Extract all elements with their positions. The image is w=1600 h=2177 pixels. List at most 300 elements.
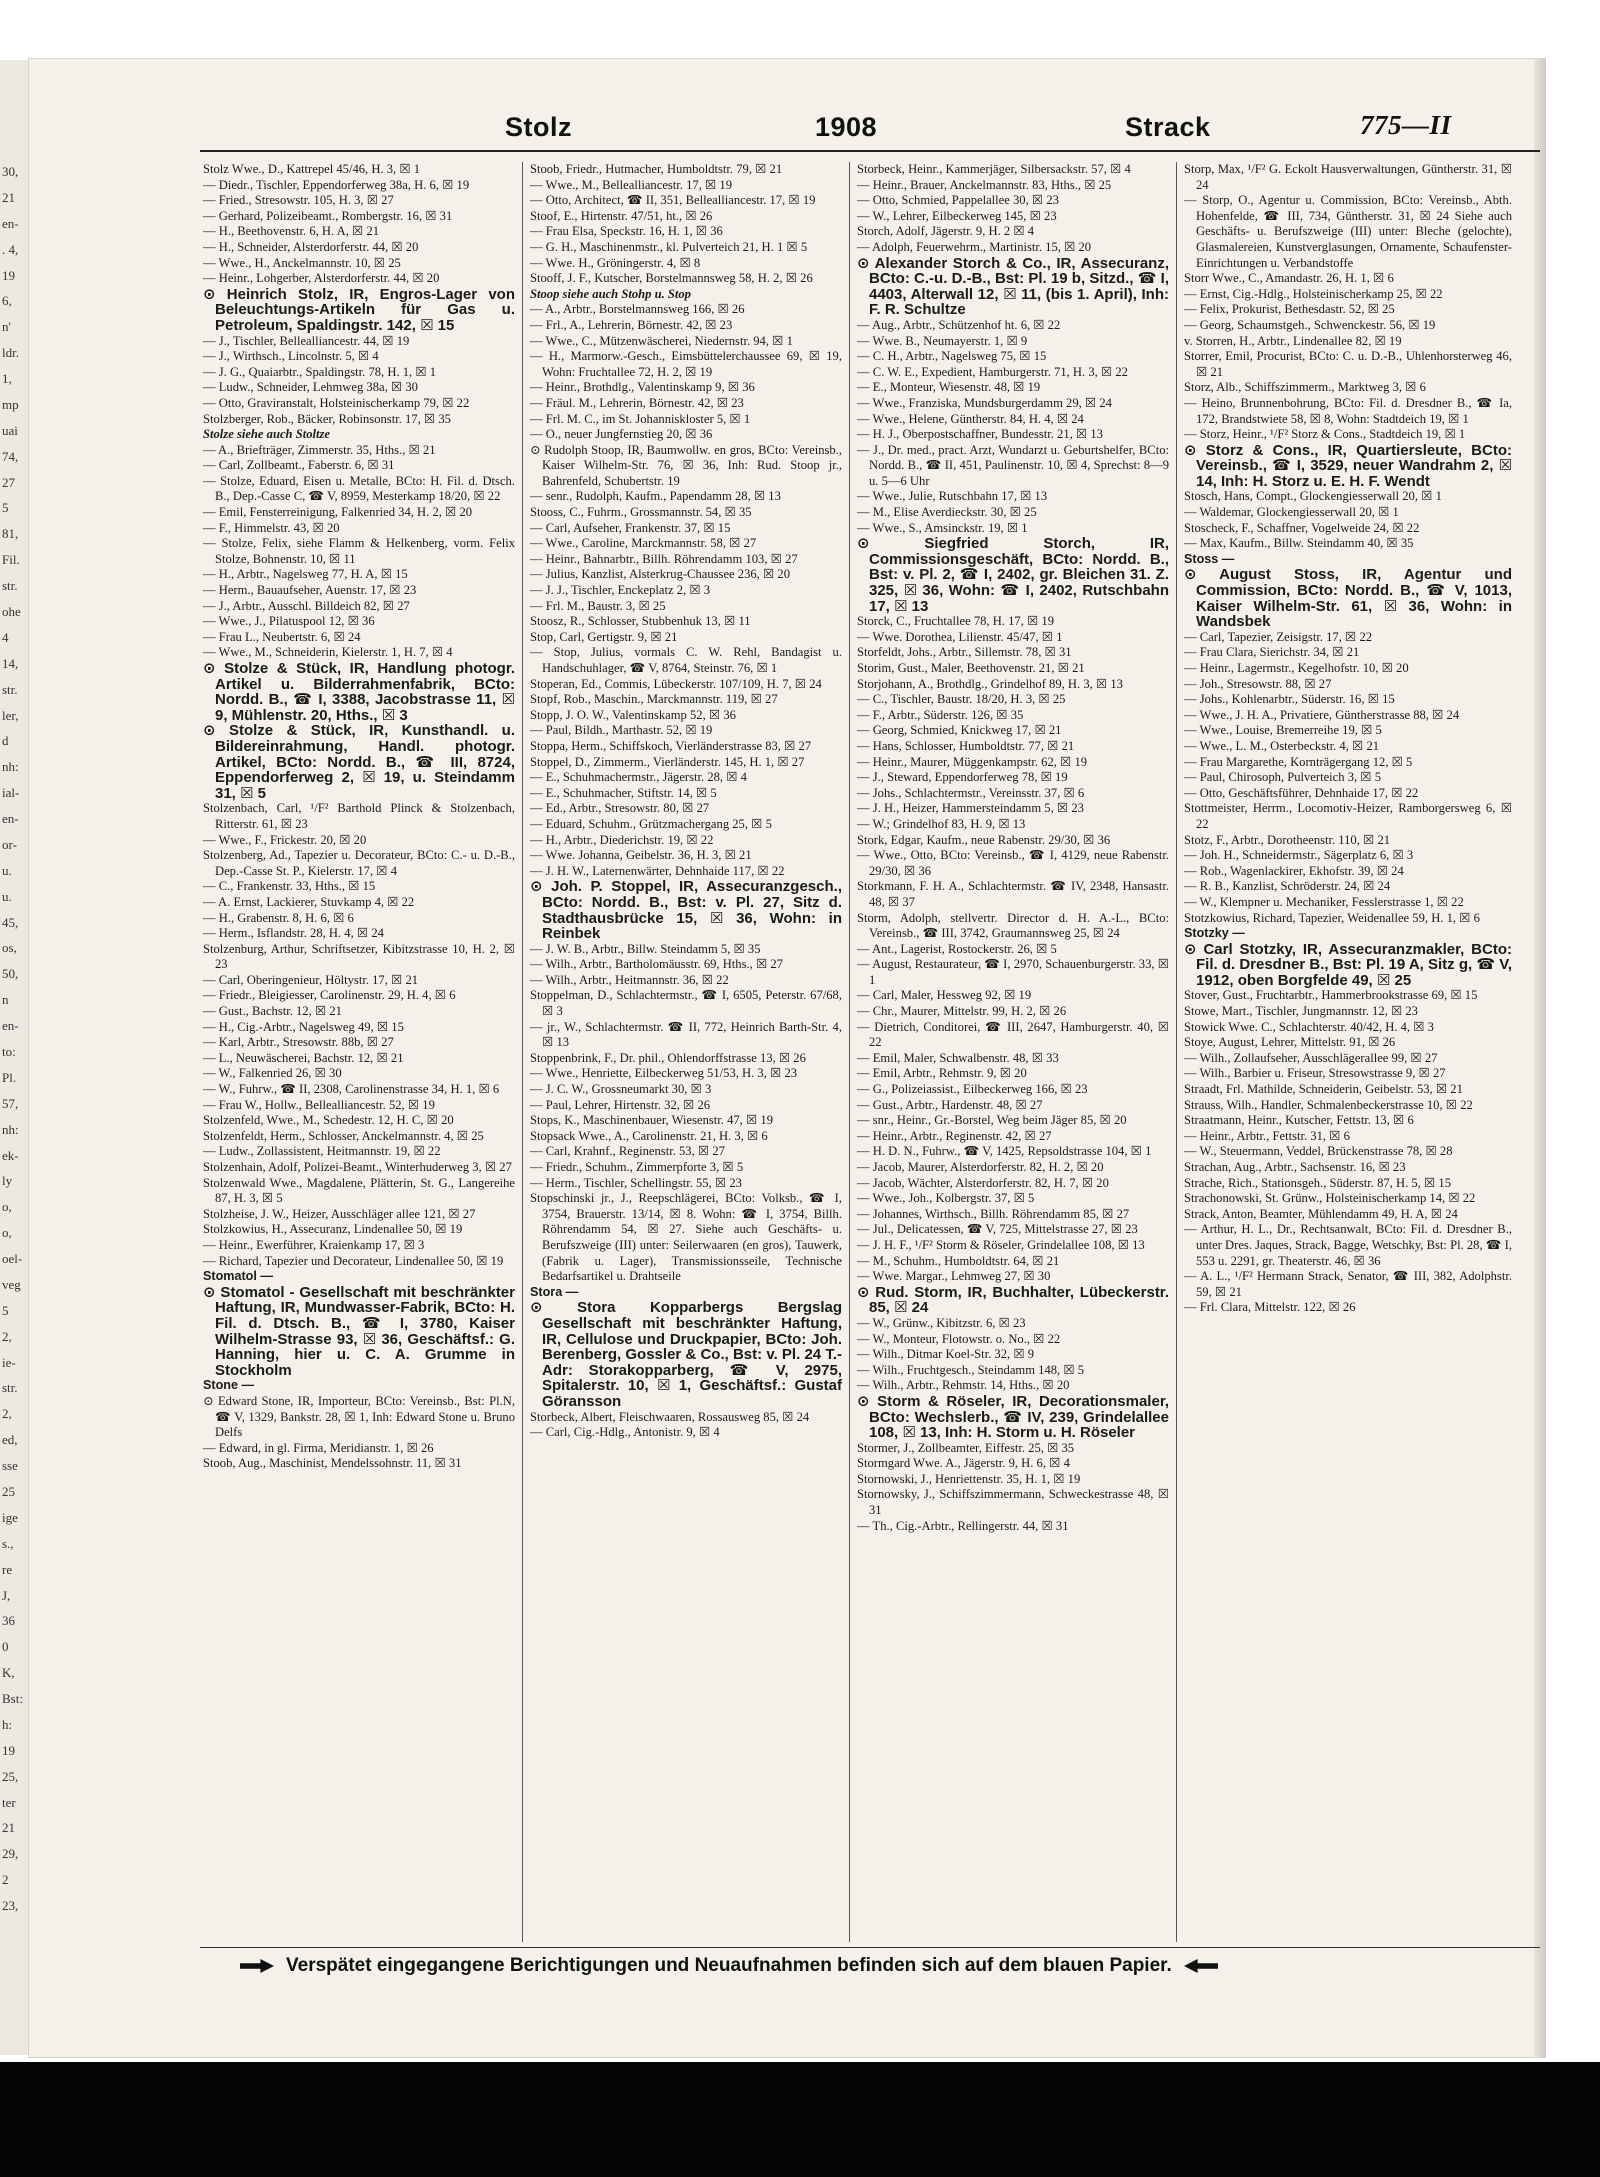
directory-entry: Stowick Wwe. C., Schlachterstr. 40/42, H. 4, ☒ 3 — [1184, 1019, 1434, 1034]
firm-listing: ⊙ Alexander Storch & Co., IR, Assecuranz, BCto: C.-u. D.-B., Bst: Pl. 19 b, Sitzd., ☎ I, 4403, Alterwall 12, ☒ 11, (bis 1. April), Inh: F. R. Schultze — [857, 254, 1169, 319]
directory-entry: — J., Wirthsch., Lincolnstr. 5, ☒ 4 — [203, 349, 379, 364]
directory-entry: — August, Restaurateur, ☎ I, 2970, Schauenburgerstr. 33, ☒ 1 — [857, 957, 1169, 987]
firm-listing: ⊙ Joh. P. Stoppel, IR, Assecuranzgesch., BCto: Nordd. B., Bst: v. Pl. 27, Sitz d. Stadthausbrücke 15, ☒ 36, Wohn: in Reinbek — [530, 878, 842, 943]
directory-entry: — Otto, Graviranstalt, Holsteinischerkamp 79, ☒ 22 — [203, 395, 470, 410]
column-divider — [849, 162, 850, 1942]
directory-entry: — Wwe. B., Neumayerstr. 1, ☒ 9 — [857, 333, 1028, 348]
directory-entry: — Wilh., Fruchtgesch., Steindamm 148, ☒ 5 — [857, 1362, 1085, 1377]
column-divider — [522, 162, 523, 1942]
directory-entry: Stoppelman, D., Schlachtermstr., ☎ I, 6505, Peterstr. 67/68, ☒ 3 — [530, 988, 842, 1019]
directory-entry: ⊙ Edward Stone, IR, Importeur, BCto: Vereinsb., Bst: Pl.N, ☎ V, 1329, Bankstr. 28, ☒ 1, Inh: Edward Stone u. Bruno Delfs — [203, 1393, 515, 1440]
previous-page-fragment: u. — [2, 862, 12, 878]
previous-page-fragment: Bst: — [2, 1691, 23, 1707]
directory-entry: — Gust., Arbtr., Hardenstr. 48, ☒ 27 — [857, 1097, 1043, 1112]
directory-entry: — Carl, Krahnf., Reginenstr. 53, ☒ 27 — [530, 1144, 725, 1159]
directory-entry: — Johs., Kohlenarbtr., Süderstr. 16, ☒ 15 — [1184, 692, 1395, 707]
previous-page-fragment: 57, — [2, 1095, 19, 1111]
firm-listing: ⊙ Rud. Storm, IR, Buchhalter, Lübeckerstr. 85, ☒ 24 — [857, 1283, 1169, 1317]
directory-entry: Stolzenfeld, Wwe., M., Schedestr. 12, H. C, ☒ 20 — [203, 1113, 454, 1128]
directory-entry: — Jacob, Wächter, Alsterdorferstr. 82, H. 7, ☒ 20 — [857, 1175, 1109, 1190]
directory-entry: — Heinr., Brothdlg., Valentinskamp 9, ☒ 36 — [530, 380, 755, 395]
previous-page-fragment: 27 — [2, 474, 15, 490]
previous-page-fragment: sse — [2, 1458, 18, 1474]
directory-entry: — A. Ernst, Lackierer, Stuvkamp 4, ☒ 22 — [203, 894, 415, 909]
directory-entry: — Georg, Schaumstgeh., Schwenckestr. 56, ☒ 19 — [1184, 317, 1436, 332]
directory-entry: Stormer, J., Zollbeamter, Eiffestr. 25, ☒ 35 — [857, 1440, 1075, 1455]
footer-rule — [200, 1947, 1540, 1948]
directory-entry: — G. H., Maschinenmstr., kl. Pulverteich 21, H. 1 ☒ 5 — [530, 239, 808, 254]
previous-page-fragment: 14, — [2, 655, 19, 671]
directory-entry: — Wwe., S., Amsinckstr. 19, ☒ 1 — [857, 520, 1028, 535]
directory-entry: — L., Neuwäscherei, Bachstr. 12, ☒ 21 — [203, 1050, 404, 1065]
directory-entry: Stopsack Wwe., A., Carolinenstr. 21, H. 3, ☒ 6 — [530, 1128, 768, 1143]
directory-entry: Stolzberger, Rob., Bäcker, Robinsonstr. 17, ☒ 35 — [203, 411, 451, 426]
directory-entry: — Stolze, Eduard, Eisen u. Metalle, BCto: H. Fil. d. Dtsch. B., Dep.-Casse C, ☎ V, 8959, Mesterkamp 18/20, ☒ 22 — [203, 473, 515, 504]
directory-entry: Storck, C., Fruchtallee 78, H. 17, ☒ 19 — [857, 614, 1055, 629]
directory-entry: — Ludw., Zollassistent, Heitmannstr. 19, ☒ 22 — [203, 1144, 441, 1159]
directory-entry: — Karl, Arbtr., Stresowstr. 88b, ☒ 27 — [203, 1035, 394, 1050]
directory-entry: Stoop siehe auch Stohp u. Stop — [530, 286, 691, 301]
directory-entry: — J., Arbtr., Ausschl. Billdeich 82, ☒ 27 — [203, 598, 410, 613]
directory-entry: Stooss, C., Fuhrm., Grossmannstr. 54, ☒ 35 — [530, 505, 752, 520]
directory-entry: — E., Schuhmachermstr., Jägerstr. 28, ☒ 4 — [530, 770, 747, 785]
directory-entry: — C. H., Arbtr., Nagelsweg 75, ☒ 15 — [857, 349, 1047, 364]
directory-entry: — Stolze, Felix, siehe Flamm & Helkenberg, vorm. Felix Stolze, Bohnenstr. 10, ☒ 11 — [203, 536, 515, 566]
directory-entry: — Jul., Delicatessen, ☎ V, 725, Mittelstrasse 27, ☒ 23 — [857, 1222, 1138, 1237]
previous-page-fragment: n — [2, 992, 9, 1008]
directory-entry: — Eduard, Schuhm., Grützmachergang 25, ☒ 5 — [530, 816, 772, 831]
directory-column-1 — [203, 162, 515, 1472]
firm-listing: ⊙ Storm & Röseler, IR, Decorationsmaler, BCto: Wechslerb., ☎ IV, 239, Grindelallee 108, ☒ 13, Inh: H. Storm u. H. Röseler — [857, 1392, 1169, 1442]
directory-entry: — J. H. W., Laternenwärter, Dehnhaide 117, ☒ 22 — [530, 863, 785, 878]
previous-page-fragment: nh: — [2, 1121, 19, 1137]
previous-page-fragment: 81, — [2, 526, 19, 542]
directory-entry: — J., Steward, Eppendorferweg 78, ☒ 19 — [857, 770, 1068, 785]
directory-entry: — Friedr., Schuhm., Zimmerpforte 3, ☒ 5 — [530, 1160, 744, 1174]
directory-entry: — Wilh., Barbier u. Friseur, Stresowstrasse 9, ☒ 27 — [1184, 1066, 1446, 1081]
previous-page-fragment: J, — [2, 1587, 11, 1603]
directory-entry: Stop, Carl, Gertigstr. 9, ☒ 21 — [530, 629, 678, 644]
directory-entry: — H., Arbtr., Diederichstr. 19, ☒ 22 — [530, 832, 714, 847]
directory-entry: Stosch, Hans, Compt., Glockengiesserwall 20, ☒ 1 — [1184, 489, 1442, 504]
directory-entry: — J. G., Quaiarbtr., Spaldingstr. 78, H. 1, ☒ 1 — [203, 364, 437, 379]
previous-page-fragment: uai — [2, 422, 18, 438]
directory-entry: — Emil, Maler, Schwalbenstr. 48, ☒ 33 — [857, 1050, 1059, 1065]
directory-entry: Stolzenwald Wwe., Magdalene, Plätterin, St. G., Langereihe 87, H. 3, ☒ 5 — [203, 1175, 515, 1206]
directory-entry: — Wwe. Margar., Lehmweg 27, ☒ 30 — [857, 1269, 1051, 1284]
directory-entry: — W., Monteur, Flotowstr. o. No., ☒ 22 — [857, 1331, 1061, 1346]
directory-entry: — Ed., Arbtr., Stresowstr. 80, ☒ 27 — [530, 801, 710, 816]
previous-page-fragment: en- — [2, 215, 19, 231]
directory-entry: Stopp, J. O. W., Valentinskamp 52, ☒ 36 — [530, 707, 736, 722]
directory-entry: — W., Klempner u. Mechaniker, Fesslerstrasse 1, ☒ 22 — [1184, 894, 1464, 909]
directory-entry: — Frau W., Hollw., Bellealliancestr. 52, ☒ 19 — [203, 1097, 435, 1112]
directory-entry: — H., Cig.-Arbtr., Nagelsweg 49, ☒ 15 — [203, 1019, 404, 1034]
directory-entry: — Heinr., Lohgerber, Alsterdorferstr. 44, ☒ 20 — [203, 271, 440, 286]
directory-entry: — H., Schneider, Alsterdorferstr. 44, ☒ 20 — [203, 239, 419, 254]
directory-entry: — Wwe., C., Mützenwäscherei, Niedernstr. 94, ☒ 1 — [530, 333, 793, 348]
header-rule — [200, 150, 1540, 152]
directory-entry: Stolz Wwe., D., Kattrepel 45/46, H. 3, ☒ 1 — [203, 162, 421, 176]
directory-entry: — J. C. W., Grossneumarkt 30, ☒ 3 — [530, 1082, 712, 1097]
previous-page-fragment: ldr. — [2, 345, 19, 361]
previous-page-fragment: ter — [2, 1794, 16, 1810]
directory-entry: — Frl. Clara, Mittelstr. 122, ☒ 26 — [1184, 1300, 1356, 1315]
previous-page-fragment: en- — [2, 811, 19, 827]
directory-entry: — J. H. F., ¹/F² Storm & Röseler, Grindelallee 108, ☒ 13 — [857, 1237, 1145, 1252]
directory-entry: Storbeck, Albert, Fleischwaaren, Rossausweg 85, ☒ 24 — [530, 1409, 810, 1424]
directory-entry: — Julius, Kanzlist, Alsterkrug-Chaussee 236, ☒ 20 — [530, 567, 790, 582]
directory-entry: Stornowsky, J., Schiffszimmermann, Schweckestrasse 48, ☒ 31 — [857, 1487, 1169, 1518]
directory-entry: — Wwe., Otto, BCto: Vereinsb., ☎ I, 4129, neue Rabenstr. 29/30, ☒ 36 — [857, 848, 1169, 878]
directory-entry: — W., Fuhrw., ☎ II, 2308, Carolinenstrasse 34, H. 1, ☒ 6 — [203, 1082, 500, 1097]
directory-entry: Stolzkowius, H., Assecuranz, Lindenallee 50, ☒ 19 — [203, 1222, 463, 1237]
column-divider — [1176, 162, 1177, 1942]
directory-entry: — Heinr., Ewerführer, Kraienkamp 17, ☒ 3 — [203, 1237, 425, 1252]
previous-page-fragment: u. — [2, 888, 12, 904]
directory-entry: Storkmann, F. H. A., Schlachtermstr. ☎ IV, 2348, Hansastr. 48, ☒ 37 — [857, 879, 1169, 909]
previous-page-fragment: Fil. — [2, 552, 20, 568]
directory-entry: — Wwe., H., Anckelmannstr. 10, ☒ 25 — [203, 255, 401, 270]
directory-entry: Storim, Gust., Maler, Beethovenstr. 21, ☒ 21 — [857, 661, 1085, 675]
directory-entry: — J., Dr. med., pract. Arzt, Wundarzt u. Geburtshelfer, BCto: Nordd. B., ☎ II, 451, Paulinenstr. 10, ☒ 4, Sprechst: 8—9 u. 5—6 Uhr — [857, 442, 1169, 488]
directory-column-2 — [530, 162, 842, 1441]
firm-listing: ⊙ Stora Kopparbergs Bergslag Gesellschaft mit beschränkter Haftung, IR, Cellulose und Druckpapier, BCto: Joh. Berenberg, Gossler & Co., Bst: v. Pl. 24 T.-Adr: Storakopparberg, ☎ V, 2975, Spitalerstr. 10, ☒ 1, Geschäftsf.: Gustaf Göransson — [530, 1299, 842, 1410]
directory-entry: — Storp, O., Agentur u. Commission, BCto: Vereinsb., Abth. Hohenfelde, ☎ III, 734, Güntherstr. 31, ☒ 24 Siehe auch Geschäfts- u. Berufszweige (III) unter: Bleche (gelochte), Glasmalereien, Kunstverglasungen, Ornamente, Schaufenster-Einrichtungen u. Verbandstoffe — [1184, 193, 1512, 270]
directory-entry: — Fried., Stresowstr. 105, H. 3, ☒ 27 — [203, 193, 394, 208]
directory-entry: — Heino, Brunnenbohrung, BCto: Fil. d. Dresdner B., ☎ Ia, 172, Brandstwiete 58, ☒ 8, Wohn: Stadtdeich 19, ☒ 1 — [1184, 395, 1512, 426]
directory-entry: Stoosz, R., Schlosser, Stubbenhuk 13, ☒ 11 — [530, 614, 751, 629]
directory-entry: — Wwe., Caroline, Marckmannstr. 58, ☒ 27 — [530, 536, 757, 551]
directory-entry: — Friedr., Bleigiesser, Carolinenstr. 29, H. 4, ☒ 6 — [203, 988, 456, 1003]
directory-entry: Stops, K., Maschinenbauer, Wiesenstr. 47, ☒ 19 — [530, 1113, 774, 1128]
previous-page-fragment: 2, — [2, 1406, 12, 1422]
previous-page-fragment: 29, — [2, 1846, 19, 1862]
directory-entry: Stolzenberg, Ad., Tapezier u. Decorateur, BCto: C.- u. D.-B., Dep.-Casse St. P., Kielerstr. 17, ☒ 4 — [203, 848, 515, 878]
directory-column-4 — [1184, 162, 1512, 1316]
firm-listing: ⊙ Storz & Cons., IR, Quartiersleute, BCto: Vereinsb., ☎ I, 3529, neuer Wandrahm 2, ☒ 14, Inh: H. Storz u. E. H. F. Wendt — [1184, 441, 1512, 490]
previous-page-fragment: ial- — [2, 785, 20, 801]
directory-entry: Storm, Adolph, stellvertr. Director d. H. A.-L., BCto: Vereinsb., ☎ III, 3742, Graumannsweg 25, ☒ 24 — [857, 910, 1169, 941]
directory-entry: — Wwe., L. M., Osterbeckstr. 4, ☒ 21 — [1184, 738, 1380, 753]
previous-page-fragment: o, — [2, 1225, 12, 1241]
previous-page-fragment: en- — [2, 1018, 19, 1034]
previous-page-fragment: 21 — [2, 189, 15, 205]
previous-page-fragment: s., — [2, 1535, 14, 1551]
header-year: 1908 — [815, 112, 878, 142]
directory-entry: Storfeldt, Johs., Arbtr., Sillemstr. 78, ☒ 31 — [857, 645, 1072, 660]
directory-entry: — Wwe., Louise, Bremerreihe 19, ☒ 5 — [1184, 723, 1382, 738]
directory-entry: Straadt, Frl. Mathilde, Schneiderin, Geibelstr. 53, ☒ 21 — [1184, 1082, 1463, 1097]
pointing-hand-icon — [240, 1959, 274, 1973]
directory-entry: Stotz, F., Arbtr., Dorotheenstr. 110, ☒ 21 — [1184, 832, 1391, 847]
directory-entry: — Felix, Prokurist, Bethesdastr. 52, ☒ 25 — [1184, 302, 1395, 317]
previous-page-fragment: 4 — [2, 629, 9, 645]
directory-entry: — Frau Clara, Sierichstr. 34, ☒ 21 — [1184, 645, 1360, 660]
directory-entry: Stoob, Friedr., Hutmacher, Humboldtstr. 79, ☒ 21 — [530, 162, 783, 176]
directory-entry: Stopschinski jr., J., Reepschlägerei, BCto: Volksb., ☎ I, 3754, Brauerstr. 13/14, ☒ 8. Wohn: ☎ I, 3754, Billh. Röhrendamm 54, ☒ 27. Siehe auch Geschäfts- u. Berufszweige (III) unter: Seilerwaaren (en gros), Tauwerk, (Fabrik u. Lager), Transmissionsseile, Technische Bedarfsartikel u. Drahtseile — [530, 1191, 842, 1284]
directory-entry: — G., Polizeiassist., Eilbeckerweg 166, ☒ 23 — [857, 1082, 1088, 1097]
previous-page-fragment: oel- — [2, 1251, 23, 1267]
directory-entry: — Aug., Arbtr., Schützenhof ht. 6, ☒ 22 — [857, 317, 1061, 332]
directory-entry: — Ant., Lagerist, Rostockerstr. 26, ☒ 5 — [857, 941, 1057, 956]
directory-entry: Strachonowski, St. Grünw., Holsteinischerkamp 14, ☒ 22 — [1184, 1191, 1476, 1206]
previous-page-fragment: 5 — [2, 1302, 9, 1318]
previous-page-fragment: 23, — [2, 1898, 19, 1914]
directory-entry: — Carl, Oberingenieur, Höltystr. 17, ☒ 21 — [203, 972, 419, 987]
directory-entry: — Waldemar, Glockengiesserwall 20, ☒ 1 — [1184, 505, 1399, 520]
previous-page-fragment: 2 — [2, 1872, 9, 1888]
previous-page-fragment: d — [2, 733, 9, 749]
section-heading: Stotzky — — [1184, 926, 1245, 941]
directory-entry: Stolzenbach, Carl, ¹/F² Barthold Plinck & Stolzenbach, Ritterstr. 61, ☒ 23 — [203, 801, 515, 831]
directory-entry: Storrer, Emil, Procurist, BCto: C. u. D.-B., Uhlenhorsterweg 46, ☒ 21 — [1184, 349, 1512, 379]
directory-entry: — Wwe., J. H. A., Privatiere, Güntherstrasse 88, ☒ 24 — [1184, 707, 1460, 722]
directory-entry: Stooff, J. F., Kutscher, Borstelmannsweg 58, H. 2, ☒ 26 — [530, 271, 813, 286]
firm-listing: ⊙ Heinrich Stolz, IR, Engros-Lager von Beleuchtungs-Artikeln für Gas u. Petroleum, Spaldingstr. 142, ☒ 15 — [203, 285, 515, 334]
directory-entry: — Frau L., Neubertstr. 6, ☒ 24 — [203, 629, 361, 644]
directory-entry: — Otto, Architect, ☎ II, 351, Bellealliancestr. 17, ☒ 19 — [530, 193, 816, 208]
previous-page-fragment: ly — [2, 1173, 13, 1189]
previous-page-fragment: or- — [2, 836, 17, 852]
directory-entry: — Carl, Tapezier, Zeisigstr. 17, ☒ 22 — [1184, 629, 1373, 644]
directory-entry: Stolze siehe auch Stoltze — [203, 427, 331, 442]
directory-entry: — Carl, Zollbeamt., Faberstr. 6, ☒ 31 — [203, 458, 395, 473]
directory-entry: — Arthur, H. L., Dr., Rechtsanwalt, BCto: Fil. d. Dresdner B., unter Dres. Jaques, Strack, Bagge, Wetschky, Bst: Pl. 28, ☎ I, 553 u. 2291, gr. Theaterstr. 46, ☒ 36 — [1184, 1222, 1512, 1268]
previous-page-fragment: veg — [2, 1276, 21, 1292]
directory-entry: Stoppa, Herm., Schiffskoch, Vierländerstrasse 83, ☒ 27 — [530, 738, 812, 753]
directory-entry: — Max, Kaufm., Billw. Steindamm 40, ☒ 35 — [1184, 536, 1414, 551]
previous-page-fragment: ige — [2, 1509, 18, 1525]
previous-page-fragment: 0 — [2, 1639, 9, 1655]
directory-entry: — J. H., Heizer, Hammersteindamm 5, ☒ 23 — [857, 801, 1084, 816]
page-header — [200, 112, 1540, 152]
directory-entry: Storch, Adolf, Jägerstr. 9, H. 2 ☒ 4 — [857, 224, 1035, 239]
directory-entry: — Adolph, Feuerwehrm., Martinistr. 15, ☒ 20 — [857, 239, 1092, 254]
directory-entry: — Wwe., M., Schneiderin, Kielerstr. 1, H. 7, ☒ 4 — [203, 645, 453, 660]
previous-page-fragment: 6, — [2, 293, 12, 309]
directory-entry: — Wilh., Ditmar Koel-Str. 32, ☒ 9 — [857, 1347, 1035, 1362]
directory-entry: — W., Falkenried 26, ☒ 30 — [203, 1066, 342, 1081]
directory-entry: — Chr., Maurer, Mittelstr. 99, H. 2, ☒ 26 — [857, 1004, 1067, 1019]
section-heading: Stoss — — [1184, 551, 1235, 566]
directory-entry: — Joh. H., Schneidermstr., Sägerplatz 6, ☒ 3 — [1184, 848, 1414, 863]
directory-entry: — C., Frankenstr. 33, Hths., ☒ 15 — [203, 879, 376, 894]
directory-entry: — Wwe., Henriette, Eilbeckerweg 51/53, H. 3, ☒ 23 — [530, 1066, 798, 1081]
directory-entry: — Johs., Schlachtermstr., Vereinsstr. 37, ☒ 6 — [857, 785, 1085, 800]
directory-entry: — Frl. M., Baustr. 3, ☒ 25 — [530, 598, 666, 613]
directory-entry: — Hans, Schlosser, Humboldtstr. 77, ☒ 21 — [857, 738, 1075, 753]
directory-entry: — Wwe., Franziska, Mundsburgerdamm 29, ☒ 24 — [857, 395, 1112, 410]
directory-entry: — Herm., Tischler, Schellingstr. 55, ☒ 23 — [530, 1175, 742, 1190]
previous-page-fragment: ed, — [2, 1432, 18, 1448]
directory-entry: Stoob, Aug., Maschinist, Mendelssohnstr. 11, ☒ 31 — [203, 1456, 462, 1471]
directory-entry: — Wilh., Zollaufseher, Ausschlägerallee 99, ☒ 27 — [1184, 1050, 1438, 1065]
directory-entry: — Wwe., M., Bellealliancestr. 17, ☒ 19 — [530, 177, 733, 192]
directory-entry: — Wilh., Arbtr., Bartholomäusstr. 69, Hths., ☒ 27 — [530, 957, 783, 972]
directory-entry: — Wwe., Julie, Rutschbahn 17, ☒ 13 — [857, 489, 1048, 504]
header-right-name: Strack — [1125, 112, 1211, 142]
directory-entry: — Storz, Heinr., ¹/F² Storz & Cons., Stadtdeich 19, ☒ 1 — [1184, 427, 1466, 442]
section-heading: Stomatol — — [203, 1269, 273, 1284]
directory-entry: — Th., Cig.-Arbtr., Rellingerstr. 44, ☒ 31 — [857, 1518, 1069, 1533]
scan-bottom-border — [0, 2062, 1600, 2177]
directory-entry: — Dietrich, Conditorei, ☎ III, 2647, Hamburgerstr. 40, ☒ 22 — [857, 1019, 1169, 1050]
previous-page-fragment: Pl. — [2, 1069, 17, 1085]
directory-entry: — Herm., Isflandstr. 28, H. 4, ☒ 24 — [203, 926, 384, 941]
previous-page-fragment: to: — [2, 1044, 16, 1059]
directory-entry: — Wwe., J., Pilatuspool 12, ☒ 36 — [203, 614, 375, 629]
directory-entry: — Wwe., F., Frickestr. 20, ☒ 20 — [203, 832, 367, 847]
directory-entry: — Gerhard, Polizeibeamt., Rombergstr. 16, ☒ 31 — [203, 208, 453, 223]
directory-entry: — Heinr., Bahnarbtr., Billh. Röhrendamm 103, ☒ 27 — [530, 551, 798, 566]
directory-entry: ⊙ Rudolph Stoop, IR, Baumwollw. en gros, BCto: Vereinsb., Kaiser Wilhelm-Str. 76, ☒ 36, Inh: Rud. Stoop jr., Bahrenfeld, Schubertstr. 19 — [530, 442, 842, 488]
page-number: 775—II — [1360, 110, 1452, 140]
previous-page-fragment: 2, — [2, 1328, 12, 1344]
directory-entry: — Heinr., Lagermstr., Kegelhofstr. 10, ☒ 20 — [1184, 661, 1409, 675]
directory-entry: — F., Himmelstr. 43, ☒ 20 — [203, 520, 340, 535]
previous-page-fragment: str. — [2, 681, 18, 697]
directory-entry: — Herm., Bauaufseher, Auenstr. 17, ☒ 23 — [203, 583, 417, 598]
directory-entry: — Stop, Julius, vormals C. W. Rehl, Bandagist u. Handschuhlager, ☎ V, 8764, Steinstr. 76, ☒ 1 — [530, 645, 842, 675]
previous-page-fragment: 19 — [2, 1742, 15, 1758]
section-heading: Stora — — [530, 1284, 579, 1299]
directory-entry: — Emil, Arbtr., Rehmstr. 9, ☒ 20 — [857, 1066, 1027, 1081]
directory-entry: — Paul, Chirosoph, Pulverteich 3, ☒ 5 — [1184, 770, 1382, 785]
directory-entry: Stoscheck, F., Schaffner, Vogelweide 24, ☒ 22 — [1184, 520, 1420, 535]
directory-entry: — E., Schuhmacher, Stiftstr. 14, ☒ 5 — [530, 785, 717, 800]
directory-entry: Stoppel, D., Zimmerm., Vierländerstr. 145, H. 1, ☒ 27 — [530, 754, 805, 769]
directory-entry: — Wwe., Helene, Güntherstr. 84, H. 4, ☒ 24 — [857, 411, 1084, 426]
firm-listing: ⊙ Stolze & Stück, IR, Kunsthandl. u. Bildereinrahmung, Handl. photogr. Artikel, BCto: Nordd. B., ☎ III, 8724, Eppendorferweg 2, ☒ 19, u. Steindamm 31, ☒ 5 — [203, 722, 515, 802]
directory-entry: Stoperan, Ed., Commis, Lübeckerstr. 107/109, H. 7, ☒ 24 — [530, 676, 822, 691]
directory-entry: — Otto, Schmied, Pappelallee 30, ☒ 23 — [857, 193, 1059, 208]
firm-listing: ⊙ Stomatol - Gesellschaft mit beschränkter Haftung, IR, Mundwasser-Fabrik, BCto: H. Fil. d. Dtsch. B., ☎ I, 3780, Kaiser Wilhelm-Strasse 93, ☒ 36, Geschäftsf.: G. Hanning, hier u. C. A. Grumme in Stockholm — [203, 1283, 515, 1379]
directory-entry: — Richard, Tapezier und Decorateur, Lindenallee 50, ☒ 19 — [203, 1253, 504, 1268]
directory-entry: — O., neuer Jungfernstieg 20, ☒ 36 — [530, 427, 713, 442]
previous-page-fragment: 45, — [2, 914, 19, 930]
firm-listing: ⊙ Siegfried Storch, IR, Commissionsgeschäft, BCto: Nordd. B., Bst: v. Pl. 2, ☎ I, 2402, gr. Bleichen 31. Z. 325, ☒ 36, Wohn: ☎ I, 2402, Rutschbahn 17, ☒ 13 — [857, 535, 1169, 615]
directory-entry: Stolzenfeldt, Herm., Schlosser, Anckelmannstr. 4, ☒ 25 — [203, 1128, 484, 1143]
directory-entry: Stopf, Rob., Maschin., Marckmannstr. 119, ☒ 27 — [530, 692, 778, 707]
directory-entry: — M., Elise Averdieckstr. 30, ☒ 25 — [857, 505, 1037, 520]
firm-listing: ⊙ August Stoss, IR, Agentur und Commission, BCto: Nordd. B., ☎ V, 1013, Kaiser Wilhelm-Str. 61, ☒ 36, Wohn: in Wandsbek — [1184, 566, 1512, 631]
directory-entry: — Paul, Bildh., Marthastr. 52, ☒ 19 — [530, 723, 713, 738]
directory-entry: — H., Grabenstr. 8, H. 6, ☒ 6 — [203, 910, 354, 925]
directory-entry: — Edward, in gl. Firma, Meridianstr. 1, ☒ 26 — [203, 1440, 434, 1455]
directory-entry: Stornowski, J., Henriettenstr. 35, H. 1, ☒ 19 — [857, 1471, 1081, 1486]
directory-entry: — J. J., Tischler, Enckeplatz 2, ☒ 3 — [530, 583, 711, 598]
directory-entry: — W., Lehrer, Eilbeckerweg 145, ☒ 23 — [857, 208, 1057, 223]
header-left-name: Stolz — [505, 112, 572, 142]
directory-entry: Stottmeister, Herrm., Locomotiv-Heizer, Ramborgersweg 6, ☒ 22 — [1184, 801, 1512, 831]
directory-entry: — Wilh., Arbtr., Rehmstr. 14, Hths., ☒ 20 — [857, 1378, 1070, 1393]
directory-entry: — Wwe. H., Gröningerstr. 4, ☒ 8 — [530, 255, 701, 270]
directory-entry: — W., Steuermann, Veddel, Brückenstrasse 78, ☒ 28 — [1184, 1144, 1453, 1159]
directory-entry: — H., Arbtr., Nagelsweg 77, H. A, ☒ 15 — [203, 567, 408, 582]
previous-page-fragment: ek- — [2, 1147, 19, 1163]
directory-entry: Stolzheise, J. W., Heizer, Ausschläger allee 121, ☒ 27 — [203, 1206, 476, 1221]
directory-entry: Storr Wwe., C., Amandastr. 26, H. 1, ☒ 6 — [1184, 271, 1394, 286]
directory-entry: Stork, Edgar, Kaufm., neue Rabenstr. 29/30, ☒ 36 — [857, 832, 1111, 847]
directory-entry: Storbeck, Heinr., Kammerjäger, Silbersackstr. 57, ☒ 4 — [857, 162, 1131, 176]
previous-page-fragment: str. — [2, 1380, 18, 1396]
directory-entry: Strachan, Aug., Arbtr., Sachsenstr. 16, ☒ 23 — [1184, 1160, 1406, 1174]
directory-entry: — H., Marmorw.-Gesch., Eimsbüttelerchaussee 69, ☒ 19, Wohn: Fruchtallee 72, H. 2, ☒ 19 — [530, 349, 842, 379]
directory-entry: — A., Briefträger, Zimmerstr. 35, Hths., ☒ 21 — [203, 442, 436, 457]
directory-entry: Stoof, E., Hirtenstr. 47/51, ht., ☒ 26 — [530, 208, 713, 223]
previous-page-fragment: str. — [2, 578, 18, 594]
directory-entry: Strack, Anton, Beamter, Mühlendamm 49, H. A, ☒ 24 — [1184, 1206, 1458, 1221]
directory-entry: — Joh., Stresowstr. 88, ☒ 27 — [1184, 676, 1332, 691]
directory-entry: — C. W. E., Expedient, Hamburgerstr. 71, H. 3, ☒ 22 — [857, 364, 1128, 379]
directory-entry: Storp, Max, ¹/F² G. Eckolt Hausverwaltungen, Güntherstr. 31, ☒ 24 — [1184, 162, 1512, 192]
directory-entry: Strauss, Wilh., Handler, Schmalenbeckerstrasse 10, ☒ 22 — [1184, 1097, 1473, 1112]
directory-entry: — Heinr., Arbtr., Reginenstr. 42, ☒ 27 — [857, 1128, 1052, 1143]
previous-page-fragment: 30, — [2, 164, 19, 179]
directory-entry: — H. J., Oberpostschaffner, Bundesstr. 21, ☒ 13 — [857, 427, 1103, 442]
directory-entry: Stolzenhain, Adolf, Polizei-Beamt., Winterhuderweg 3, ☒ 27 — [203, 1160, 512, 1174]
footer-text: Verspätet eingegangene Berichtigungen und Neuaufnahmen befinden sich auf dem blauen Papier. — [286, 1955, 1172, 1976]
directory-entry: — A. L., ¹/F² Hermann Strack, Senator, ☎ III, 382, Adolphstr. 59, ☒ 21 — [1184, 1269, 1512, 1299]
directory-entry: — Carl, Maler, Hessweg 92, ☒ 19 — [857, 988, 1032, 1003]
directory-entry: — Frau Margarethe, Kornträgergang 12, ☒ 5 — [1184, 754, 1413, 769]
directory-entry: — Wwe. Dorothea, Lilienstr. 45/47, ☒ 1 — [857, 629, 1063, 644]
previous-page-fragment: ler, — [2, 707, 19, 723]
previous-page-fragment: os, — [2, 940, 17, 956]
directory-entry: Stoye, August, Lehrer, Mittelstr. 91, ☒ 26 — [1184, 1035, 1396, 1050]
previous-page-fragment: h: — [2, 1716, 13, 1732]
previous-page-fragment: nh: — [2, 759, 19, 775]
directory-entry: — jr., W., Schlachtermstr. ☎ II, 772, Heinrich Barth-Str. 4, ☒ 13 — [530, 1019, 842, 1050]
previous-page-fragment: 1, — [2, 371, 12, 387]
directory-entry: — M., Schuhm., Humboldtstr. 64, ☒ 21 — [857, 1253, 1060, 1268]
previous-page-fragment: 50, — [2, 966, 19, 982]
previous-page-fragment: 19 — [2, 267, 15, 283]
directory-entry: — Georg, Schmied, Knickweg 17, ☒ 21 — [857, 723, 1062, 738]
directory-entry: — E., Monteur, Wiesenstr. 48, ☒ 19 — [857, 380, 1041, 395]
firm-listing: ⊙ Carl Stotzky, IR, Assecuranzmakler, BCto: Fil. d. Dresdner B., Bst: Pl. 19 A, Sitz g, ☎ V, 1912, oben Borgfelde 49, ☒ 25 — [1184, 940, 1512, 989]
previous-page-fragment: K, — [2, 1665, 15, 1681]
directory-entry: — Carl, Cig.-Hdlg., Antonistr. 9, ☒ 4 — [530, 1425, 720, 1440]
directory-entry: Stolzenburg, Arthur, Schriftsetzer, Kibitzstrasse 10, H. 2, ☒ 23 — [203, 941, 515, 972]
directory-entry: — W., Grünw., Kibitzstr. 6, ☒ 23 — [857, 1315, 1026, 1330]
previous-page-fragment: . 4, — [2, 241, 19, 257]
directory-entry: — Diedr., Tischler, Eppendorferweg 38a, H. 6, ☒ 19 — [203, 177, 470, 192]
directory-entry: — Gust., Bachstr. 12, ☒ 21 — [203, 1004, 342, 1019]
previous-page-fragment: n' — [2, 319, 11, 335]
previous-page-fragment: 74, — [2, 448, 19, 464]
directory-entry: — Heinr., Arbtr., Fettstr. 31, ☒ 6 — [1184, 1128, 1350, 1143]
directory-entry: — Fräul. M., Lehrerin, Börnestr. 42, ☒ 23 — [530, 395, 744, 410]
directory-entry: — J. W. B., Arbtr., Billw. Steindamm 5, ☒ 35 — [530, 941, 761, 956]
directory-entry: — Carl, Aufseher, Frankenstr. 37, ☒ 15 — [530, 520, 731, 535]
directory-entry: — Wwe., Joh., Kolbergstr. 37, ☒ 5 — [857, 1191, 1035, 1206]
directory-entry: Stoppenbrink, F., Dr. phil., Ohlendorffstrasse 13, ☒ 26 — [530, 1050, 806, 1065]
directory-entry: — Ernst, Cig.-Hdlg., Holsteinischerkamp 25, ☒ 22 — [1184, 286, 1443, 301]
directory-entry: — Heinr., Maurer, Müggenkampstr. 62, ☒ 19 — [857, 754, 1088, 769]
directory-entry: Strache, Rich., Stationsgeh., Süderstr. 87, H. 5, ☒ 15 — [1184, 1175, 1451, 1190]
directory-entry: — C., Tischler, Baustr. 18/20, H. 3, ☒ 25 — [857, 692, 1066, 707]
previous-page-fragment: ie- — [2, 1354, 16, 1370]
directory-entry: — W.; Grindelhof 83, H. 9, ☒ 13 — [857, 816, 1026, 831]
directory-entry: — Wwe. Johanna, Geibelstr. 36, H. 3, ☒ 21 — [530, 848, 752, 863]
directory-entry: — Johannes, Wirthsch., Billh. Röhrendamm 85, ☒ 27 — [857, 1206, 1130, 1221]
directory-entry: — Frau Elsa, Speckstr. 16, H. 1, ☒ 36 — [530, 224, 723, 239]
directory-entry: — Otto, Geschäftsführer, Dehnhaide 17, ☒ 22 — [1184, 785, 1419, 800]
previous-page-fragment: 5 — [2, 500, 9, 516]
directory-entry: — Paul, Lehrer, Hirtenstr. 32, ☒ 26 — [530, 1097, 711, 1112]
